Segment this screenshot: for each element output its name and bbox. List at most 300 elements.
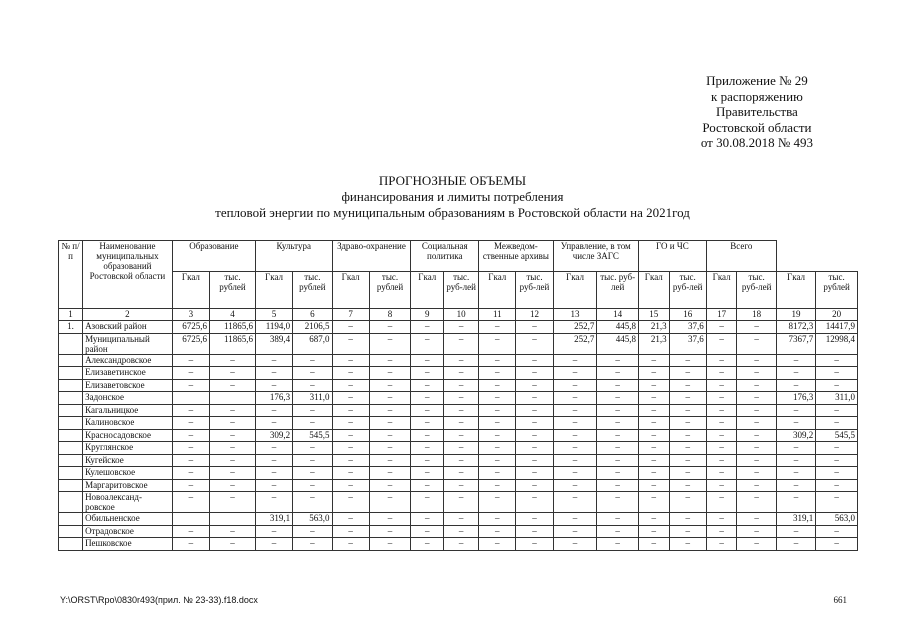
value-cell: – [210, 417, 256, 430]
value-cell: – [332, 454, 369, 467]
value-cell: – [706, 479, 737, 492]
value-cell: 11865,6 [210, 333, 256, 354]
value-cell: – [172, 354, 209, 367]
value-cell: – [597, 492, 639, 513]
value-cell: 389,4 [255, 333, 292, 354]
value-cell: – [293, 379, 332, 392]
appendix-header [701, 73, 813, 151]
value-cell: – [369, 538, 411, 551]
value-cell: – [816, 442, 858, 455]
value-cell: – [816, 417, 858, 430]
value-cell: – [597, 513, 639, 526]
value-cell: – [553, 467, 597, 480]
value-cell: – [669, 467, 706, 480]
municipality-name: Новоалександ-ровское [83, 492, 173, 513]
value-cell: – [776, 492, 815, 513]
value-cell: – [369, 429, 411, 442]
value-cell: 11865,6 [210, 321, 256, 334]
value-cell: 6725,6 [172, 321, 209, 334]
value-cell: – [516, 429, 553, 442]
row-number [59, 538, 83, 551]
value-cell: 319,1 [255, 513, 292, 526]
header-unit: Гкал [411, 272, 444, 309]
value-cell: – [516, 525, 553, 538]
table-row [59, 538, 858, 551]
value-cell: – [332, 321, 369, 334]
value-cell: – [293, 467, 332, 480]
value-cell: – [444, 417, 479, 430]
value-cell: – [669, 417, 706, 430]
value-cell: – [706, 333, 737, 354]
value-cell: – [706, 404, 737, 417]
value-cell: 309,2 [776, 429, 815, 442]
value-cell: – [479, 442, 516, 455]
value-cell: – [553, 417, 597, 430]
value-cell: – [293, 404, 332, 417]
value-cell: – [638, 492, 669, 513]
value-cell: – [669, 354, 706, 367]
value-cell: – [516, 321, 553, 334]
row-number [59, 479, 83, 492]
value-cell: – [172, 492, 209, 513]
municipality-name: Пешковское [83, 538, 173, 551]
column-number: 2 [83, 309, 173, 321]
value-cell: – [479, 429, 516, 442]
value-cell: – [737, 467, 776, 480]
value-cell: – [597, 379, 639, 392]
value-cell: – [172, 467, 209, 480]
value-cell: – [210, 538, 256, 551]
value-cell: – [444, 392, 479, 405]
value-cell: – [369, 417, 411, 430]
value-cell: – [516, 538, 553, 551]
value-cell: – [638, 454, 669, 467]
value-cell: – [597, 429, 639, 442]
value-cell: – [516, 479, 553, 492]
value-cell: – [369, 404, 411, 417]
municipality-name: Обильненское [83, 513, 173, 526]
value-cell [210, 392, 256, 405]
value-cell: – [255, 367, 292, 380]
value-cell: – [332, 429, 369, 442]
table-row [59, 513, 858, 526]
value-cell: – [638, 513, 669, 526]
value-cell: – [479, 367, 516, 380]
value-cell: – [369, 513, 411, 526]
value-cell: – [706, 429, 737, 442]
value-cell: – [479, 454, 516, 467]
row-number [59, 379, 83, 392]
value-cell: – [332, 525, 369, 538]
value-cell: – [776, 379, 815, 392]
value-cell: – [706, 525, 737, 538]
value-cell: – [669, 392, 706, 405]
value-cell: – [369, 479, 411, 492]
value-cell: – [776, 417, 815, 430]
value-cell: – [776, 354, 815, 367]
value-cell: – [638, 354, 669, 367]
value-cell: – [411, 492, 444, 513]
value-cell: – [369, 454, 411, 467]
value-cell: – [669, 429, 706, 442]
value-cell: 21,3 [638, 333, 669, 354]
value-cell: – [553, 379, 597, 392]
value-cell: – [669, 538, 706, 551]
value-cell: – [706, 417, 737, 430]
value-cell: – [737, 479, 776, 492]
document-title [0, 173, 905, 221]
value-cell: – [597, 538, 639, 551]
header-unit: Гкал [553, 272, 597, 309]
appendix-line: от 30.08.2018 № 493 [700, 135, 813, 150]
value-cell: – [369, 333, 411, 354]
value-cell: – [293, 367, 332, 380]
header-unit: тыс. руб-лей [597, 272, 639, 309]
value-cell: – [411, 392, 444, 405]
value-cell: – [516, 392, 553, 405]
value-cell: – [706, 538, 737, 551]
table-row [59, 454, 858, 467]
row-number: 1. [59, 321, 83, 334]
value-cell: 1194,0 [255, 321, 292, 334]
header-unit: Гкал [172, 272, 209, 309]
value-cell: – [479, 379, 516, 392]
table-row [59, 442, 858, 455]
value-cell: – [369, 467, 411, 480]
value-cell: – [638, 404, 669, 417]
header-unit: тыс. рублей [210, 272, 256, 309]
column-number: 20 [816, 309, 858, 321]
header-cell-name: Наименование муниципальных образований Ростовской области [83, 241, 173, 309]
value-cell: – [444, 379, 479, 392]
value-cell: – [816, 379, 858, 392]
row-number [59, 442, 83, 455]
value-cell: – [172, 454, 209, 467]
value-cell: – [411, 538, 444, 551]
value-cell: – [444, 454, 479, 467]
value-cell: – [210, 354, 256, 367]
table-row [59, 417, 858, 430]
footer-page-number: 661 [833, 595, 847, 605]
value-cell: – [369, 354, 411, 367]
header-unit: тыс. руб-лей [737, 272, 776, 309]
column-number: 4 [210, 309, 256, 321]
value-cell: – [332, 333, 369, 354]
table-row [59, 333, 858, 354]
value-cell: – [597, 479, 639, 492]
value-cell: – [293, 417, 332, 430]
value-cell: – [737, 538, 776, 551]
header-group: Образование [172, 241, 255, 272]
value-cell: 12998,4 [816, 333, 858, 354]
value-cell: – [776, 454, 815, 467]
table-row [59, 525, 858, 538]
value-cell: – [255, 525, 292, 538]
value-cell: – [706, 442, 737, 455]
value-cell: – [172, 479, 209, 492]
municipality-name: Кагальницкое [83, 404, 173, 417]
value-cell: – [172, 442, 209, 455]
value-cell: – [293, 525, 332, 538]
value-cell: – [638, 479, 669, 492]
value-cell: – [332, 538, 369, 551]
value-cell: – [479, 392, 516, 405]
column-number: 5 [255, 309, 292, 321]
column-number: 14 [597, 309, 639, 321]
value-cell: 311,0 [293, 392, 332, 405]
value-cell: – [516, 492, 553, 513]
value-cell: – [210, 525, 256, 538]
value-cell: – [516, 467, 553, 480]
appendix-line: к распоряжению [711, 88, 803, 104]
value-cell: – [597, 467, 639, 480]
value-cell: – [553, 513, 597, 526]
value-cell: – [411, 321, 444, 334]
value-cell: – [669, 454, 706, 467]
header-unit: Гкал [776, 272, 815, 309]
header-unit: тыс. руб-лей [444, 272, 479, 309]
value-cell: – [597, 454, 639, 467]
value-cell: – [553, 404, 597, 417]
value-cell: 309,2 [255, 429, 292, 442]
value-cell: – [737, 354, 776, 367]
header-cell-no: № п/п [59, 241, 83, 309]
header-group: Межведом-ственные архивы [479, 241, 553, 272]
municipality-name: Азовский район [83, 321, 173, 334]
column-number: 1 [59, 309, 83, 321]
value-cell: 252,7 [553, 321, 597, 334]
value-cell: – [816, 525, 858, 538]
value-cell: – [444, 333, 479, 354]
value-cell: – [255, 379, 292, 392]
municipality-name: Елизаветовское [83, 379, 173, 392]
value-cell: – [210, 379, 256, 392]
header-unit: Гкал [638, 272, 669, 309]
value-cell: – [479, 492, 516, 513]
value-cell: – [210, 479, 256, 492]
value-cell: – [706, 454, 737, 467]
value-cell: – [411, 442, 444, 455]
value-cell: 445,8 [597, 333, 639, 354]
value-cell: – [369, 367, 411, 380]
table-row [59, 479, 858, 492]
value-cell: – [444, 513, 479, 526]
value-cell: – [776, 525, 815, 538]
value-cell: – [369, 492, 411, 513]
value-cell: – [332, 404, 369, 417]
column-number: 15 [638, 309, 669, 321]
column-number: 9 [411, 309, 444, 321]
value-cell: – [444, 354, 479, 367]
header-unit: Гкал [255, 272, 292, 309]
municipality-name: Кугейское [83, 454, 173, 467]
value-cell: – [210, 429, 256, 442]
table-row [59, 367, 858, 380]
value-cell: – [816, 454, 858, 467]
value-cell: – [597, 525, 639, 538]
value-cell: – [737, 429, 776, 442]
value-cell: – [597, 442, 639, 455]
value-cell: – [444, 525, 479, 538]
value-cell: – [332, 354, 369, 367]
table-row [59, 467, 858, 480]
value-cell: – [411, 404, 444, 417]
title-line: финансирования и лимиты потребления [341, 189, 564, 204]
value-cell: – [516, 379, 553, 392]
value-cell: – [411, 379, 444, 392]
column-number: 10 [444, 309, 479, 321]
value-cell: 252,7 [553, 333, 597, 354]
value-cell: – [479, 354, 516, 367]
value-cell: – [597, 367, 639, 380]
value-cell: – [706, 492, 737, 513]
value-cell: – [172, 417, 209, 430]
value-cell: – [444, 367, 479, 380]
header-group: Культура [255, 241, 332, 272]
column-number: 12 [516, 309, 553, 321]
value-cell: – [210, 404, 256, 417]
value-cell: 319,1 [776, 513, 815, 526]
appendix-line: Приложение № 29 [706, 73, 808, 88]
value-cell: – [332, 479, 369, 492]
value-cell: – [638, 538, 669, 551]
value-cell: – [479, 417, 516, 430]
value-cell: – [293, 538, 332, 551]
header-unit: тыс. руб-лей [669, 272, 706, 309]
value-cell: – [411, 333, 444, 354]
value-cell: – [737, 525, 776, 538]
column-number: 18 [737, 309, 776, 321]
table-row [59, 404, 858, 417]
value-cell: – [516, 333, 553, 354]
table-row [59, 429, 858, 442]
value-cell: – [332, 392, 369, 405]
value-cell: – [444, 404, 479, 417]
value-cell: – [332, 467, 369, 480]
value-cell: – [479, 404, 516, 417]
value-cell: – [172, 538, 209, 551]
municipality-name: Круглянское [83, 442, 173, 455]
value-cell: 37,6 [669, 321, 706, 334]
table-row [59, 321, 858, 334]
value-cell: – [444, 492, 479, 513]
value-cell: – [172, 379, 209, 392]
value-cell: – [293, 454, 332, 467]
value-cell: – [369, 379, 411, 392]
value-cell: – [332, 492, 369, 513]
value-cell: – [553, 429, 597, 442]
table-row [59, 379, 858, 392]
value-cell: – [553, 479, 597, 492]
header-group: Социальная политика [411, 241, 479, 272]
header-unit: тыс. руб-лей [516, 272, 553, 309]
value-cell: – [516, 417, 553, 430]
value-cell: 545,5 [293, 429, 332, 442]
value-cell: – [737, 321, 776, 334]
value-cell: – [255, 538, 292, 551]
header-unit: тыс. рублей [369, 272, 411, 309]
value-cell: – [444, 321, 479, 334]
value-cell: – [597, 404, 639, 417]
value-cell: – [776, 442, 815, 455]
value-cell: – [332, 367, 369, 380]
footer-file-path: Y:\ORST\Rpo\0830r493(прил. № 23-33).f18.docx [60, 595, 258, 605]
value-cell: 14417,9 [816, 321, 858, 334]
value-cell: – [669, 479, 706, 492]
value-cell: – [706, 367, 737, 380]
value-cell: – [553, 525, 597, 538]
value-cell: – [332, 442, 369, 455]
value-cell: – [553, 392, 597, 405]
column-number: 13 [553, 309, 597, 321]
value-cell: – [332, 513, 369, 526]
value-cell: – [255, 404, 292, 417]
value-cell: – [638, 429, 669, 442]
municipality-name: Маргаритовское [83, 479, 173, 492]
value-cell: – [669, 367, 706, 380]
value-cell: – [669, 404, 706, 417]
value-cell: – [411, 417, 444, 430]
value-cell: – [516, 513, 553, 526]
value-cell: – [669, 442, 706, 455]
value-cell: – [737, 454, 776, 467]
value-cell: – [516, 454, 553, 467]
table-row [59, 354, 858, 367]
value-cell: – [553, 454, 597, 467]
row-number [59, 467, 83, 480]
value-cell [172, 513, 209, 526]
value-cell: – [669, 513, 706, 526]
header-unit: Гкал [332, 272, 369, 309]
value-cell: – [597, 392, 639, 405]
value-cell: – [411, 467, 444, 480]
value-cell: – [776, 467, 815, 480]
row-number [59, 492, 83, 513]
value-cell: – [369, 525, 411, 538]
value-cell: – [172, 429, 209, 442]
value-cell: – [669, 379, 706, 392]
table-row [59, 392, 858, 405]
value-cell: – [444, 442, 479, 455]
value-cell: – [737, 404, 776, 417]
value-cell: – [737, 379, 776, 392]
value-cell: – [172, 367, 209, 380]
value-cell: – [210, 467, 256, 480]
value-cell: – [737, 392, 776, 405]
value-cell: – [369, 392, 411, 405]
column-number: 3 [172, 309, 209, 321]
header-group: ГО и ЧС [638, 241, 706, 272]
table-row [59, 492, 858, 513]
value-cell: – [411, 513, 444, 526]
value-cell: – [516, 367, 553, 380]
value-cell: – [737, 333, 776, 354]
value-cell: 445,8 [597, 321, 639, 334]
value-cell: – [293, 354, 332, 367]
municipality-name: Елизаветинское [83, 367, 173, 380]
value-cell: – [776, 404, 815, 417]
title-line: тепловой энергии по муниципальным образованиям в Ростовской области на 2021год [215, 205, 690, 220]
value-cell: – [411, 479, 444, 492]
value-cell: – [255, 492, 292, 513]
value-cell: – [776, 479, 815, 492]
value-cell: – [638, 379, 669, 392]
value-cell: 37,6 [669, 333, 706, 354]
value-cell: – [332, 417, 369, 430]
value-cell: – [479, 479, 516, 492]
value-cell: – [255, 454, 292, 467]
value-cell: – [444, 479, 479, 492]
